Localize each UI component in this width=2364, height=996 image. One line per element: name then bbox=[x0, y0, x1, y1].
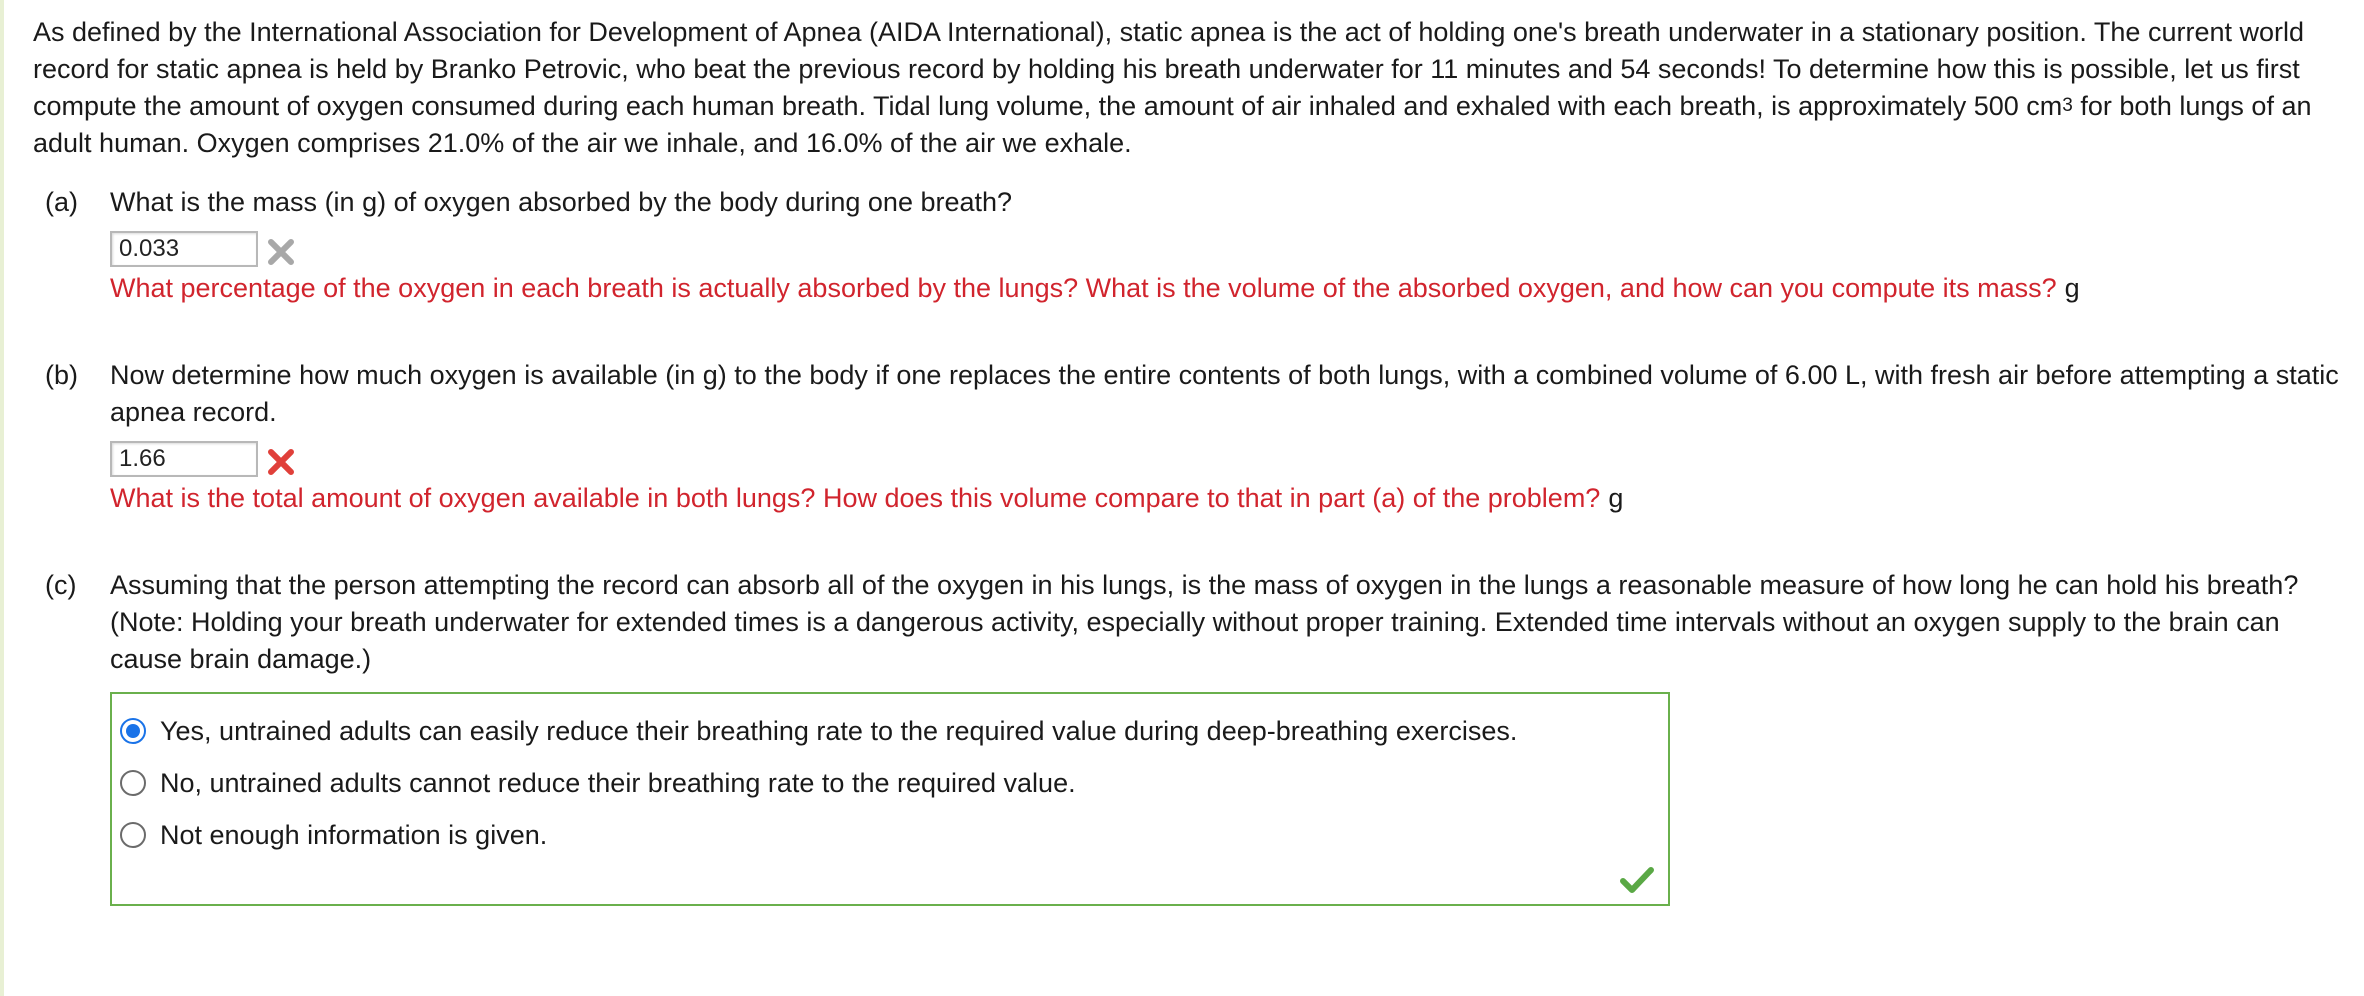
part-c-question: Assuming that the person attempting the record can absorb all of the oxygen in his lungs, is the mass of oxygen in the lungs a reasonable measure of how long he can hold his breath? (Note: Holding your breath underwater for extended times is a dangerous activity, especially without proper training. Extended time intervals without an oxygen supply to the brain can cause brain damage.) bbox=[110, 570, 2299, 674]
intro-superscript: 3 bbox=[2062, 95, 2073, 116]
part-b-label: (b) bbox=[45, 360, 78, 390]
part-a-label: (a) bbox=[45, 187, 78, 217]
choice-option-2[interactable] bbox=[112, 757, 1668, 809]
part-b bbox=[33, 357, 2343, 517]
problem-intro bbox=[33, 14, 2343, 162]
part-a-answer-input[interactable] bbox=[110, 231, 258, 267]
intro-text-continued: for both lungs of an adult human. Oxygen comprises 21.0% of the air we inhale, and 16.0% of the air we exhale. bbox=[33, 91, 2312, 158]
part-a-answer-row bbox=[110, 228, 2343, 270]
part-a-question: What is the mass (in g) of oxygen absorbed by the body during one breath? bbox=[110, 187, 1013, 217]
part-a-feedback bbox=[110, 270, 2343, 307]
incorrect-x-icon bbox=[266, 447, 296, 477]
choice-option-2-label: No, untrained adults cannot reduce their breathing rate to the required value. bbox=[160, 767, 1076, 798]
incorrect-x-icon bbox=[266, 237, 296, 267]
part-a-unit: g bbox=[2064, 273, 2080, 303]
choice-option-3-label: Not enough information is given. bbox=[160, 819, 548, 850]
question-page bbox=[33, 14, 2343, 906]
choice-option-3[interactable] bbox=[112, 809, 1668, 861]
part-a bbox=[33, 184, 2343, 307]
part-b-question: Now determine how much oxygen is available (in g) to the body if one replaces the entire contents of both lungs, with a combined volume of 6.00 L, with fresh air before attempting a static apnea record. bbox=[110, 360, 2339, 427]
radio-button[interactable] bbox=[120, 770, 146, 796]
part-c bbox=[33, 567, 2343, 906]
part-b-feedback bbox=[110, 480, 2343, 517]
part-b-answer-row bbox=[110, 438, 2343, 480]
part-c-label: (c) bbox=[45, 570, 77, 600]
part-c-choices bbox=[110, 692, 1670, 906]
intro-text: As defined by the International Association for Development of Apnea (AIDA International), static apnea is the act of holding one's breath underwater in a stationary position. The current world record for static apnea is held by Branko Petrovic, who beat the previous record by holding his breath underwater for 11 minutes and 54 seconds! To determine how this is possible, let us first compute the amount of oxygen consumed during each human breath. Tidal lung volume, the amount of air inhaled and exhaled with each breath, is approximately 500 cm bbox=[33, 17, 2305, 121]
part-b-hint: What is the total amount of oxygen available in both lungs? How does this volume compare to that in part (a) of the problem? bbox=[110, 483, 1601, 513]
part-a-hint: What percentage of the oxygen in each breath is actually absorbed by the lungs? What is the volume of the absorbed oxygen, and how can you compute its mass? bbox=[110, 273, 2057, 303]
choice-option-1-label: Yes, untrained adults can easily reduce their breathing rate to the required value during deep-breathing exercises. bbox=[160, 715, 1518, 746]
radio-button-selected[interactable] bbox=[120, 718, 146, 744]
left-accent-bar bbox=[0, 0, 4, 996]
correct-check-icon bbox=[1620, 866, 1654, 894]
part-b-unit: g bbox=[1608, 483, 1624, 513]
part-b-answer-input[interactable] bbox=[110, 441, 258, 477]
radio-button[interactable] bbox=[120, 822, 146, 848]
choice-option-1[interactable] bbox=[112, 705, 1668, 757]
